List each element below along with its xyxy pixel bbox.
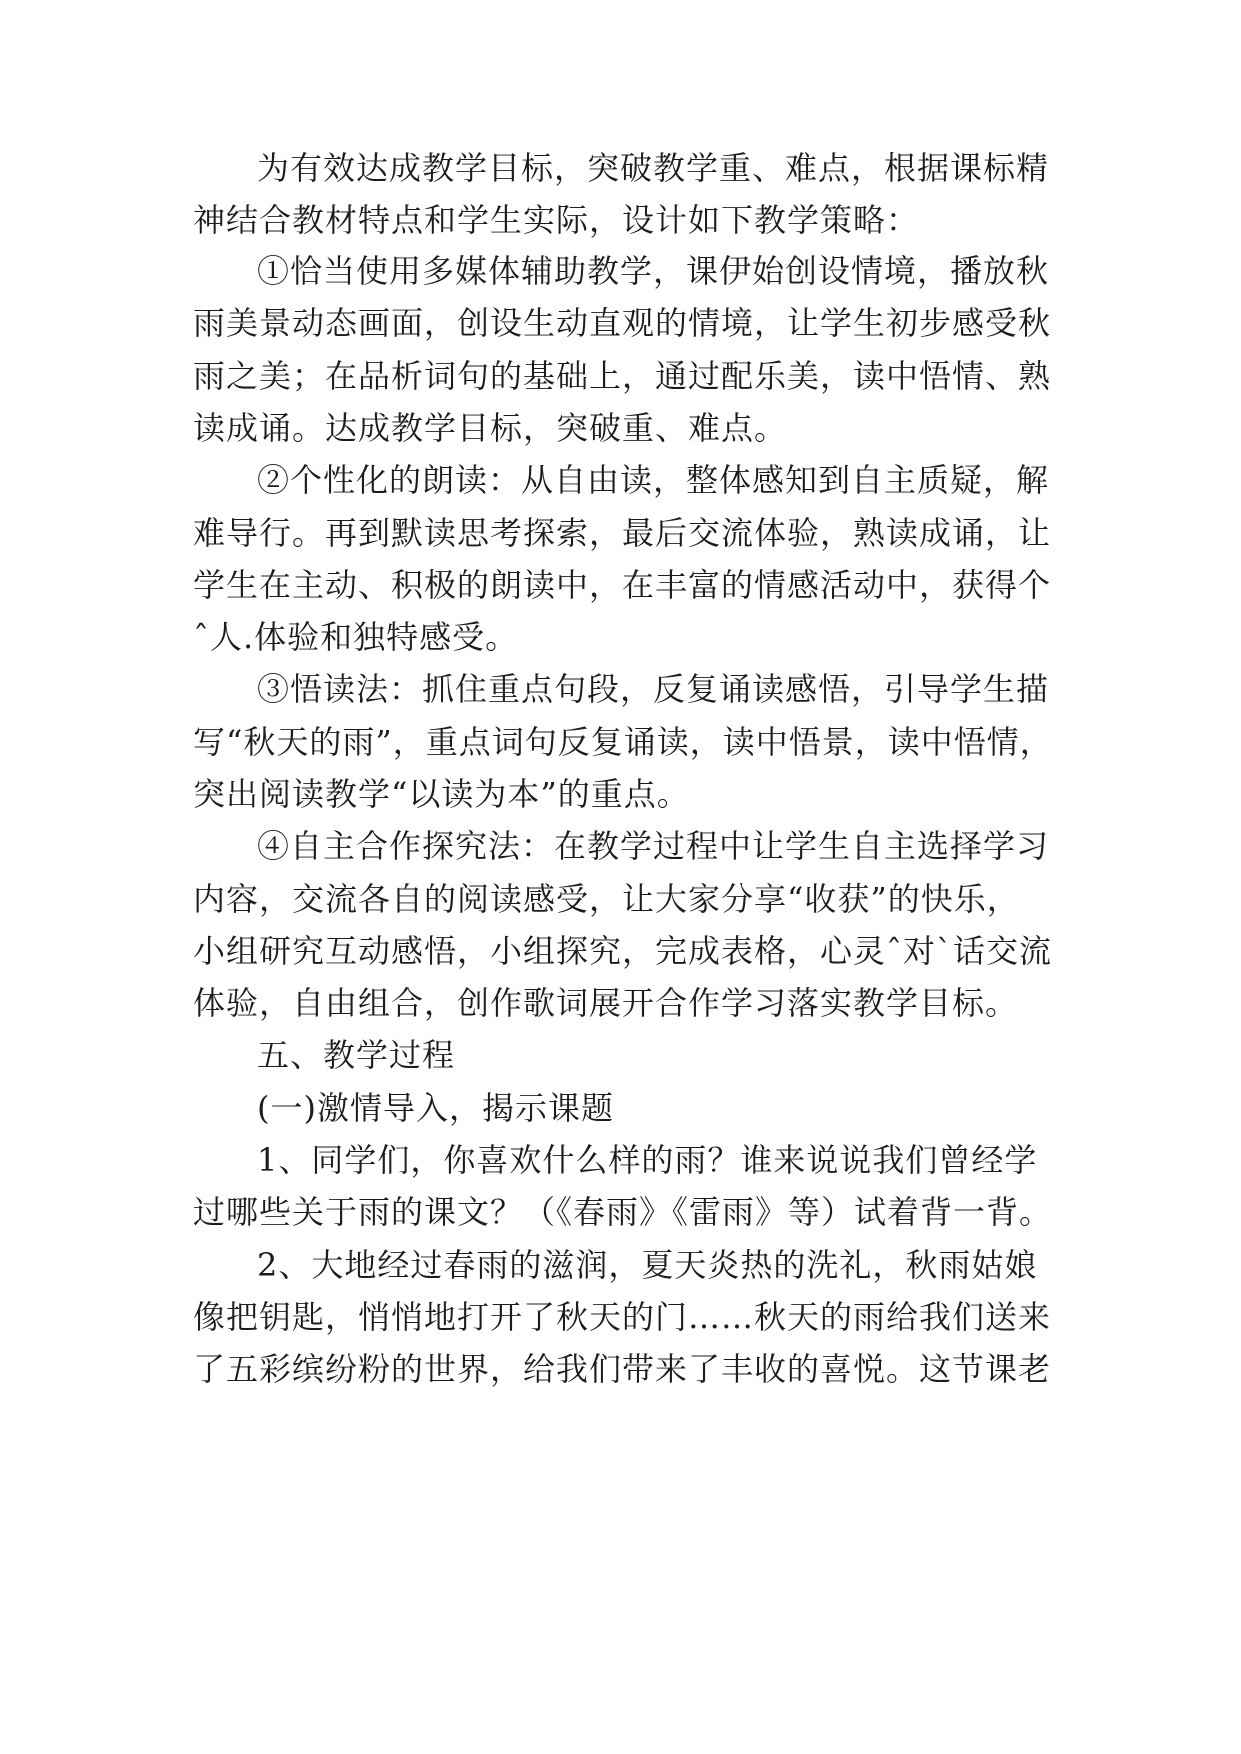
- paragraph-line: 学生在主动、积极的朗读中，在丰富的情感活动中，获得个: [193, 566, 1052, 604]
- paragraph-line: 内容，交流各自的阅读感受，让大家分享“收获”的快乐，: [193, 880, 1020, 918]
- paragraph-line: ˆ人.体验和独特感受。: [193, 618, 519, 656]
- paragraph-line: 突出阅读教学“以读为本”的重点。: [193, 775, 690, 813]
- paragraph-line: 读成诵。达成教学目标，突破重、难点。: [193, 409, 788, 447]
- paragraph-line: 像把钥匙，悄悄地打开了秋天的门……秋天的雨给我们送来: [193, 1298, 1052, 1336]
- paragraph-line: 难导行。再到默读思考探索，最后交流体验，熟读成诵，让: [193, 514, 1052, 552]
- subsection-heading: (一)激情导入，揭示课题: [257, 1089, 614, 1127]
- paragraph-line: ①恰当使用多媒体辅助教学，课伊始创设情境，播放秋: [257, 252, 1050, 290]
- paragraph-line: 小组研究互动感悟，小组探究，完成表格，心灵ˆ对ˋ话交流: [193, 932, 1053, 970]
- paragraph-line: 雨美景动态画面，创设生动直观的情境，让学生初步感受秋: [193, 304, 1052, 342]
- section-heading: 五、教学过程: [257, 1036, 456, 1074]
- paragraph-line: 写“秋天的雨”，重点词句反复诵读，读中悟景，读中悟情，: [193, 723, 1053, 761]
- paragraph-line: 雨之美；在品析词句的基础上，通过配乐美，读中悟情、熟: [193, 357, 1052, 395]
- paragraph-line: 为有效达成教学目标，突破教学重、难点，根据课标精: [257, 149, 1050, 187]
- paragraph-line: 过哪些关于雨的课文？（《春雨》《雷雨》等）试着背一背。: [193, 1193, 1053, 1231]
- paragraph-line: 1、同学们，你喜欢什么样的雨？谁来说说我们曾经学: [257, 1141, 1038, 1179]
- paragraph-line: 体验，自由组合，创作歌词展开合作学习落实教学目标。: [193, 984, 1019, 1022]
- paragraph-line: ③悟读法：抓住重点句段，反复诵读感悟，引导学生描: [257, 670, 1050, 708]
- paragraph-line: 神结合教材特点和学生实际，设计如下教学策略：: [193, 201, 920, 239]
- paragraph-line: ④自主合作探究法：在教学过程中让学生自主选择学习: [257, 827, 1050, 865]
- paragraph-line: ②个性化的朗读：从自由读，整体感知到自主质疑，解: [257, 461, 1050, 499]
- paragraph-line: 了五彩缤纷粉的世界，给我们带来了丰收的喜悦。这节课老: [193, 1350, 1052, 1388]
- paragraph-line: 2、大地经过春雨的滋润，夏天炎热的洗礼，秋雨姑娘: [257, 1246, 1038, 1284]
